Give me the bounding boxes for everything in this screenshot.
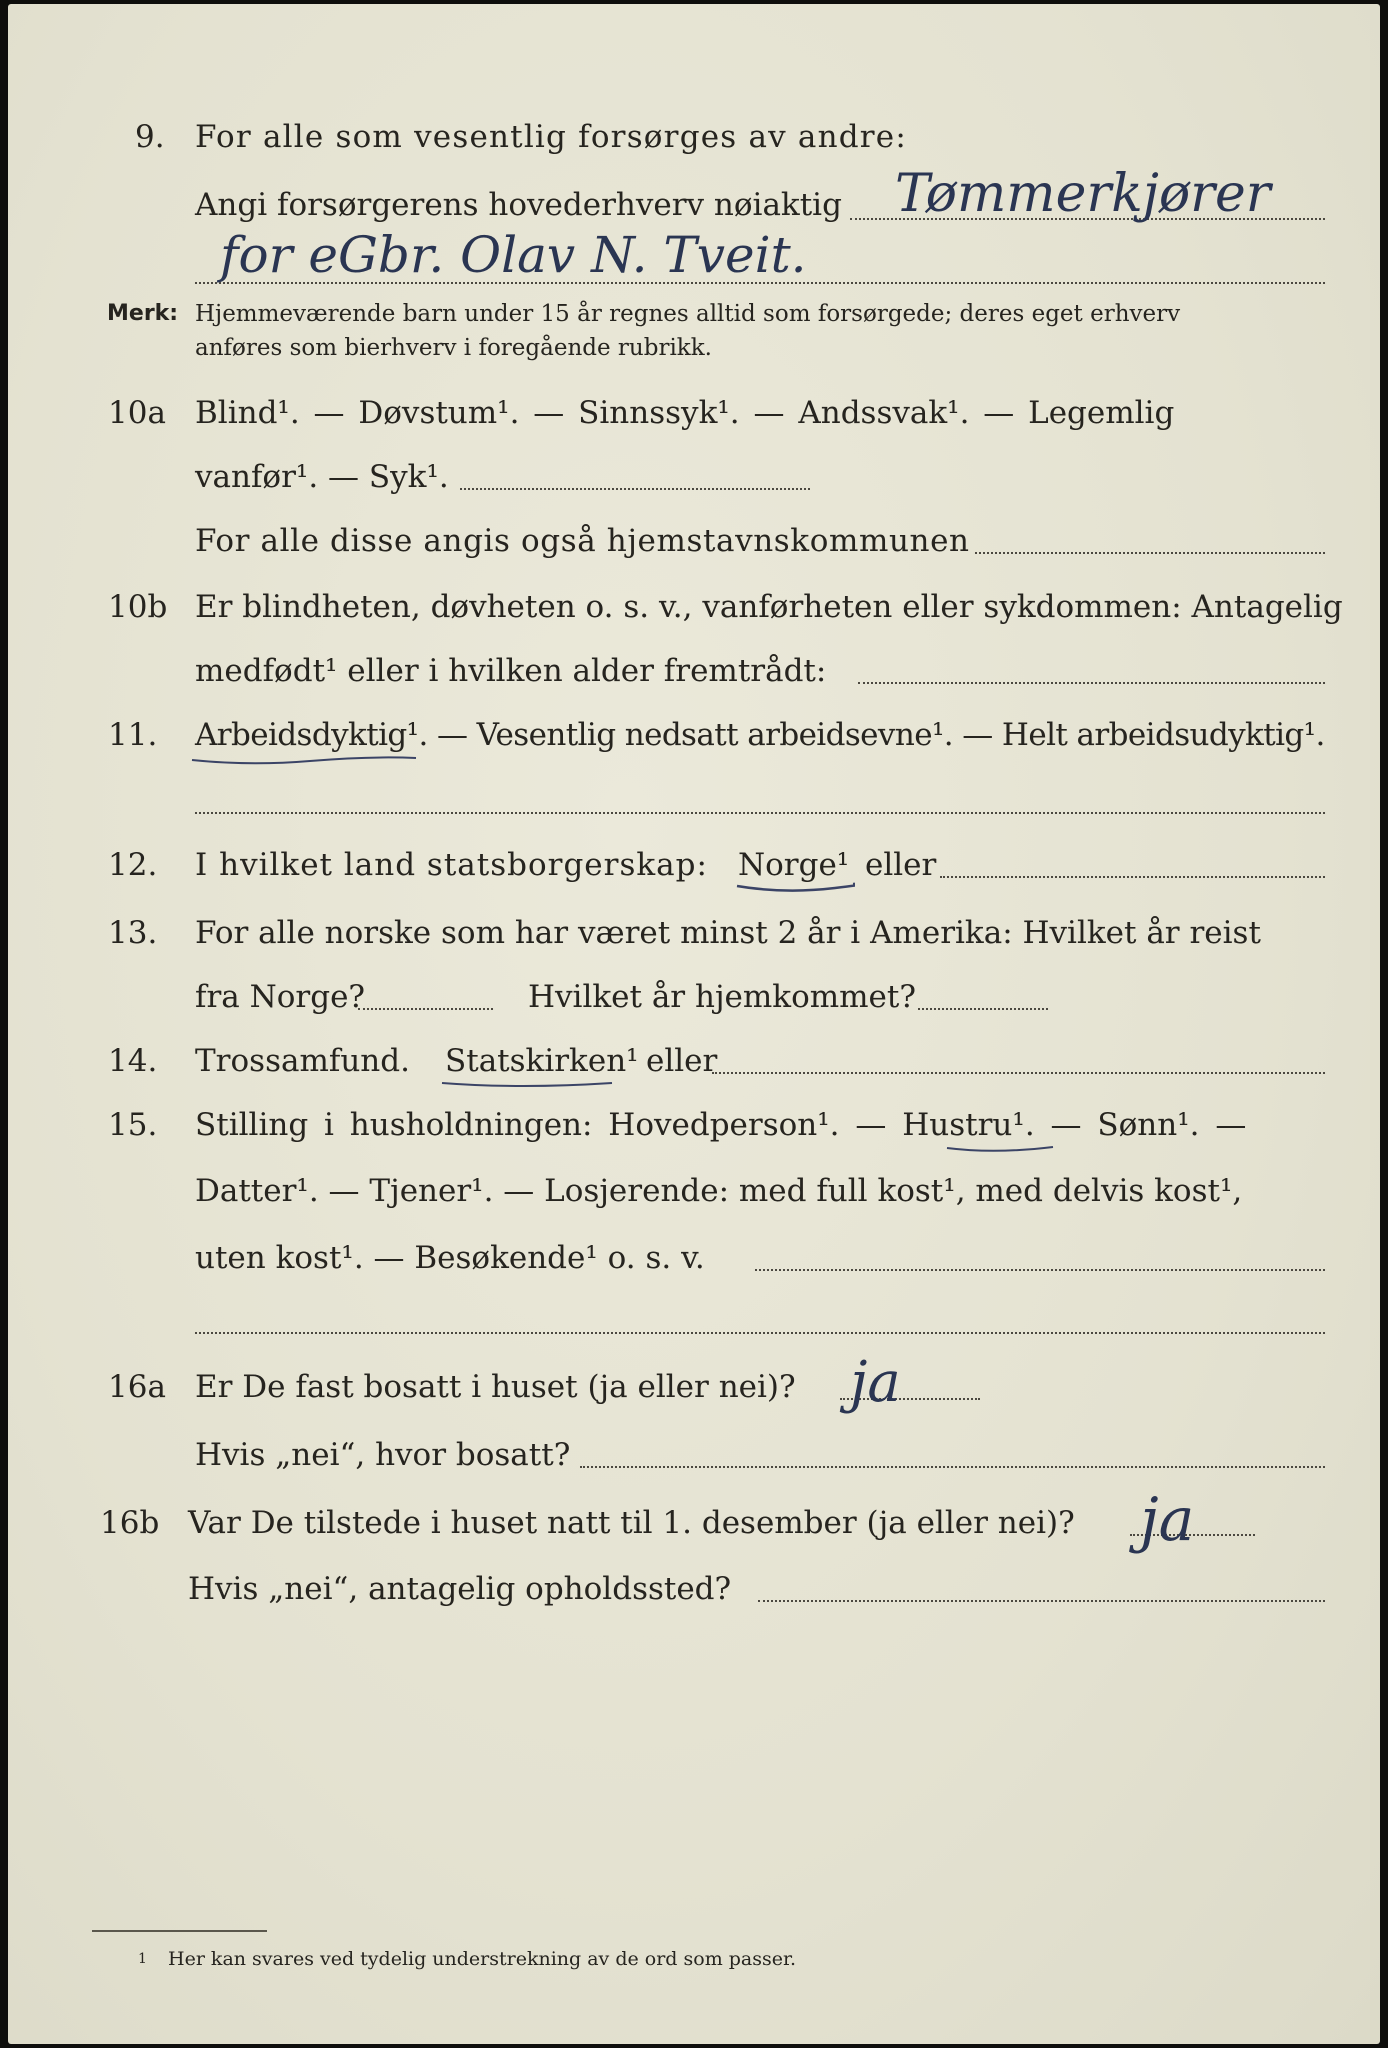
q12-prefix: I hvilket land statsborgerskap: <box>195 847 708 883</box>
q10b-answer-line <box>858 682 1325 684</box>
q16a-bosatt-line <box>580 1466 1325 1468</box>
merk-label: Merk: <box>107 301 179 326</box>
q9-line1: For alle som vesentlig forsørges av andre: <box>195 119 907 155</box>
q15-line2: Datter¹. — Tjener¹. — Losjerende: med full kost¹, med delvis kost¹, <box>195 1173 1243 1209</box>
q9-number: 9. <box>135 119 165 155</box>
q13-line2a: fra Norge? <box>195 979 366 1015</box>
q12-suffix: eller <box>865 847 937 883</box>
q16a-handwritten-answer: ja <box>850 1350 901 1415</box>
q15-number: 15. <box>108 1107 158 1143</box>
q10b-line2: medfødt¹ eller i hvilken alder fremtrådt: <box>195 653 827 689</box>
q14-statskirken-option: Statskirken¹ <box>445 1043 639 1079</box>
q13-reist-line <box>358 1008 493 1010</box>
q16b-opholdssted-line <box>758 1600 1325 1602</box>
q13-line1: For alle norske som har været minst 2 år i Amerika: Hvilket år reist <box>195 915 1261 951</box>
footnote-mark: 1 <box>138 1951 147 1967</box>
q11-answer-line <box>195 812 1325 814</box>
footnote-rule <box>92 1930 267 1932</box>
q16b-line2: Hvis „nei“, antagelig opholdssted? <box>188 1571 732 1607</box>
q12-norge-option: Norge¹ <box>738 847 850 883</box>
q9-line2: Angi forsørgerens hovederhverv nøiaktig <box>195 187 842 223</box>
q9-handwritten-occupation: Tømmerkjører <box>895 164 1271 224</box>
q13-line2b: Hvilket år hjemkommet? <box>528 979 916 1015</box>
q14-prefix: Trossamfund. <box>195 1043 410 1079</box>
q16a-number: 16a <box>108 1369 166 1405</box>
q11-number: 11. <box>108 717 158 753</box>
q15-line1: Stilling i husholdningen: Hovedperson¹. — Hustru¹. — Sønn¹. — <box>195 1107 1247 1143</box>
q16b-line1: Var De tilstede i huset natt til 1. desember (ja eller nei)? <box>188 1505 1075 1541</box>
merk-line1: Hjemmeværende barn under 15 år regnes alltid som forsørgede; deres eget erhverv <box>195 301 1181 327</box>
q14-suffix: eller <box>646 1043 718 1079</box>
q14-number: 14. <box>108 1043 158 1079</box>
q9-handwritten-employer: for eGbr. Olav N. Tveit. <box>220 226 807 284</box>
q14-underline-statskirken <box>440 1077 615 1091</box>
q10b-line1: Er blindheten, døvheten o. s. v., vanførheten eller sykdommen: Antagelig <box>195 589 1343 625</box>
q10a-line2: vanfør¹. — Syk¹. <box>195 459 449 495</box>
q11-line1: Arbeidsdyktig¹. — Vesentlig nedsatt arbeidsevne¹. — Helt arbeidsudyktig¹. <box>195 717 1325 753</box>
q10a-line1: Blind¹. — Døvstum¹. — Sinnssyk¹. — Andssvak¹. — Legemlig <box>195 395 1175 431</box>
q15-line3: uten kost¹. — Besøkende¹ o. s. v. <box>195 1240 705 1276</box>
q12-number: 12. <box>108 847 158 883</box>
q10a-syk-line <box>460 488 810 490</box>
q10a-number: 10a <box>108 395 166 431</box>
merk-line2: anføres som bierhverv i foregående rubrikk. <box>195 335 712 361</box>
q11-underline-arbeidsdyktig <box>190 752 420 768</box>
q15-answer-line2 <box>195 1332 1325 1334</box>
q13-hjemkommet-line <box>918 1008 1048 1010</box>
q15-underline-hustru <box>945 1142 1055 1156</box>
q10a-kommune-line <box>975 552 1325 554</box>
q16a-line1: Er De fast bosatt i huset (ja eller nei)? <box>195 1369 796 1405</box>
q16a-line2: Hvis „nei“, hvor bosatt? <box>195 1437 571 1473</box>
q16b-handwritten-answer: ja <box>1140 1485 1195 1555</box>
q10b-number: 10b <box>108 589 168 625</box>
q16b-number: 16b <box>100 1505 160 1541</box>
footnote-text: Her kan svares ved tydelig understrekning av de ord som passer. <box>168 1948 797 1970</box>
q15-answer-line1 <box>755 1269 1325 1271</box>
q12-underline-norge <box>735 880 855 898</box>
q10a-line3: For alle disse angis også hjemstavnskommunen <box>195 523 970 559</box>
q12-answer-line <box>940 876 1325 878</box>
q13-number: 13. <box>108 915 158 951</box>
q14-answer-line <box>712 1072 1325 1074</box>
